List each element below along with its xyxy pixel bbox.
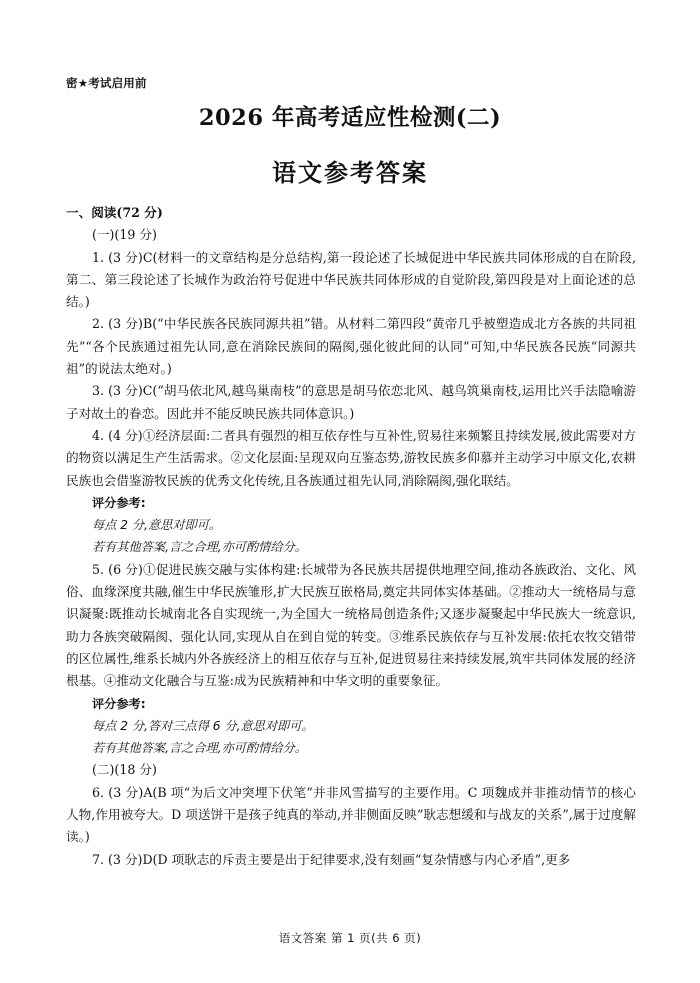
scoring-label-q4: 评分参考:	[92, 495, 146, 510]
answer-q7: 7. (3 分)D(D 项耿志的斥责主要是出于纪律要求,没有刻画“复杂情感与内心矛盾”,更多	[92, 851, 571, 867]
answer-q6: 6. (3 分)A(B 项“为后文冲突埋下伏笔”并非风雪描写的主要作用。C 项魏成并非推动情节的核心人物,作用被夸大。D 项送饼干是孩子纯真的举动,并非侧面反映“耿志想缓和与战友的关系”,属于过度解读。)	[66, 784, 636, 845]
answer-q2: 2. (3 分)B(“中华民族各民族同源共祖”错。从材料二第四段“黄帝几乎被塑造成北方各族的共同祖先”“各个民族通过祖先认同,意在消除民族间的隔阂,强化彼此间的认同”可知,中华民族各民族“同源共祖”的说法太绝对。)	[66, 316, 636, 377]
section-heading-reading: 一、阅读(72 分)	[66, 205, 163, 220]
answer-q5: 5. (6 分)①促进民族交融与实体构建:长城带为各民族共居提供地理空间,推动各族政治、文化、风俗、血缘深度共融,催生中华民族雏形,扩大民族互嵌格局,奠定共同体实体基础。②推动大一统格局与意识凝聚:既推动长城南北各自实现统一,为全国大一统格局创造条件;又逐步凝聚起中华民族大一统意识,助力各族突破隔阂、强化认同,实现从自在到自觉的转变。③维系民族依存与互补发展:依托农牧交错带的区位属性,维系长城内外各族经济上的相互依存与互补,促进贸易往来持续发展,筑牢共同体发展的经济根基。④推动文化融合与互鉴:成为民族精神和中华文明的重要象征。	[66, 561, 636, 689]
page-footer: 语文答案 第 1 页(共 6 页)	[278, 931, 422, 945]
scoring-note-q5-1: 每点 2 分,答对三点得 6 分,意思对即可。	[92, 718, 314, 733]
answer-q4: 4. (4 分)①经济层面:二者具有强烈的相互依存性与互补性,贸易往来频繁且持续发展,彼此需要对方的物资以满足生产生活需求。②文化层面:呈现双向互鉴态势,游牧民族多仰慕并主动学习中原文化,农耕民族也会借鉴游牧民族的优秀文化传统,且各族通过祖先认同,消除隔阂,强化联结。	[66, 427, 636, 488]
answer-q3: 3. (3 分)C(“胡马依北风,越鸟巢南枝”的意思是胡马依恋北风、越鸟筑巢南枝,运用比兴手法隐喻游子对故土的眷恋。因此并不能反映民族共同体意识。)	[66, 383, 636, 421]
answer-q1: 1. (3 分)C(材料一的文章结构是分总结构,第一段论述了长城促进中华民族共同体形成的自在阶段,第二、第三段论述了长城作为政治符号促进中华民族共同体形成的自觉阶段,第四段是对上面论述的总结。)	[66, 249, 636, 310]
part-heading-2: (二)(18 分)	[92, 762, 157, 778]
scoring-note-q4-1: 每点 2 分,意思对即可。	[92, 518, 222, 533]
exam-title: 2026 年高考适应性检测(二)	[198, 105, 502, 131]
scoring-note-q5-2: 若有其他答案,言之合理,亦可酌情给分。	[92, 741, 307, 756]
part-heading-1: (一)(19 分)	[92, 227, 157, 243]
answer-content	[66, 202, 636, 871]
confidential-label: 密★考试启用前	[66, 76, 147, 90]
scoring-label-q5: 评分参考:	[92, 696, 146, 711]
scoring-note-q4-2: 若有其他答案,言之合理,亦可酌情给分。	[92, 540, 307, 555]
exam-subtitle: 语文参考答案	[272, 159, 428, 187]
